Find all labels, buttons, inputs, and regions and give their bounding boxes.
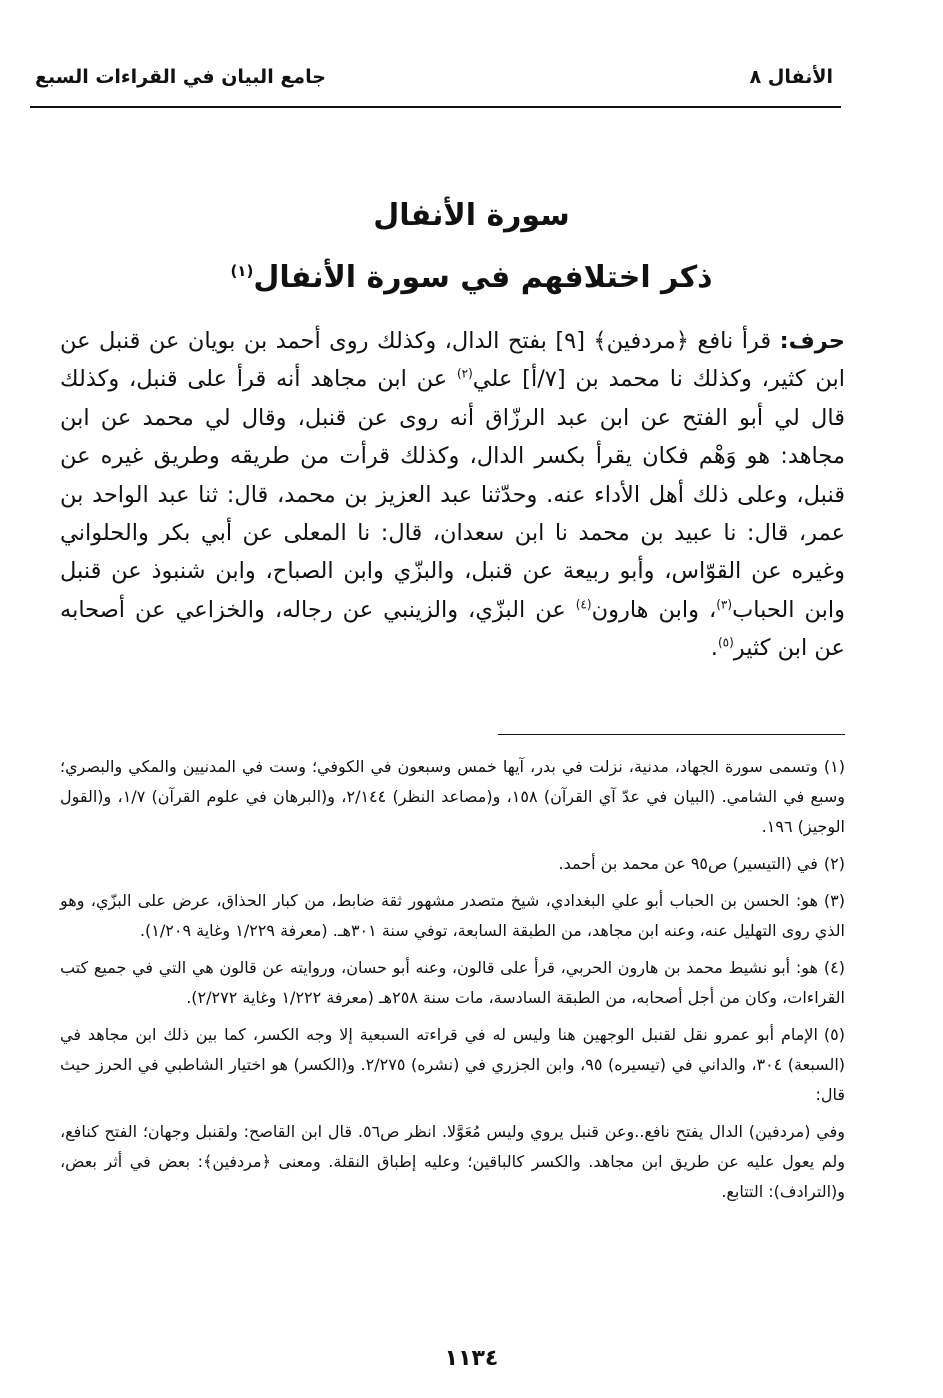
footnote-text: الإمام أبو عمرو نقل لقنبل الوجهين هنا وليس له في قراءته السبعية إلا وجه الكسر، كما بين ذلك ابن مجاهد في (السبعة) ٣٠٤، والداني في (تيسيره) ٩٥، وابن الجزري في (نشره) ٢/٢٧٥. و(الكسر) هو اختيار الشاطبي في الحرز حيث قال: (60, 1025, 846, 1104)
footnote-text: هو: أبو نشيط محمد بن هارون الحربي، قرأ على قالون، وعنه أبو حسان، وروايته عن قالون هي التي في جميع كتب القراءات، وكان من أجل أصحابه، من الطبقة السادسة، مات سنة ٢٥٨هـ (معرفة ١/٢٢٢ وغاية ٢/٢٧٢). (60, 958, 845, 1007)
footnote-text: وتسمى سورة الجهاد، مدنية، نزلت في بدر، آيها خمس وسبعون في الكوفي؛ وست في المدنيين والمكي والبصري؛ وسبع في الشامي. (البيان في عدّ آي القرآن) ١٥٨، و(مصاعد النظر) ٢/١٤٤، و(البرهان في علوم القرآن) ١/٧، و(القول الوجيز) ١٩٦. (60, 757, 846, 836)
footnote-item (60, 752, 845, 842)
paragraph-segment: قرأ نافع ﴿مردفين﴾ [٩] بفتح الدال، وكذلك روى أحمد بن بويان عن قنبل عن ابن كثير، وكذلك نا محمد بن [٧/أ] علي (60, 328, 845, 393)
footnote-ref-2: (٢) (456, 366, 473, 381)
footnote-item (60, 849, 845, 879)
section-title (0, 260, 943, 295)
chapter-header: الأنفال ٨ (749, 66, 833, 88)
footnotes (60, 752, 845, 1207)
footnote-text: هو: الحسن بن الحباب أبو علي البغدادي، شيخ متصدر مشهور ثقة ضابط، من كبار الحذاق، عرض على البزّي، وهو الذي روى التهليل عنه، وعنه ابن مجاهد، من الطبقة السابعة، توفي سنة ٣٠١هـ. (معرفة ١/٢٢٩ وغاية ١/٢٠٩). (60, 891, 845, 940)
footnote-number: (٣) (823, 891, 845, 910)
footnote-text: في (التيسير) ص٩٥ عن محمد بن أحمد. (558, 854, 818, 873)
footnote-number: (٢) (823, 854, 845, 873)
footnote-continuation: وفي (مردفين) الدال يفتح نافع..وعن قنبل يروي وليس مُعَوَّلا. انظر ص٥٦. قال ابن القاصح: ولقنبل وجهان؛ الفتح كنافع، ولم يعول عليه عن طريق ابن مجاهد. والكسر كالباقين؛ وعليه إطباق النقلة. ومعنى ﴿مردفين﴾: بعض في أثر بعض، و(الترادف): التتابع. (60, 1122, 845, 1201)
main-paragraph (60, 322, 845, 668)
footnote-ref-4: (٤) (575, 597, 592, 612)
footnote-item (60, 886, 845, 946)
footnote-ref-3: (٣) (716, 597, 733, 612)
section-title-text: ذكر اختلافهم في سورة الأنفال (253, 260, 713, 295)
footnote-ref-5: (٥) (717, 635, 734, 650)
paragraph-segment: عن ابن مجاهد أنه قرأ على قنبل، وكذلك قال لي أبو الفتح عن ابن عبد الرزّاق أنه روى عن قنبل، وقال لي محمد عن ابن مجاهد: هو وَهْم فكان يقرأ بكسر الدال، وكذلك قرأت من طريقه وطريق غيره عن قنبل، وعلى ذلك أهل الأداء عنه. وحدّثنا عبد العزيز بن محمد، قال: ثنا عبد الواحد بن عمر، قال: نا عبيد بن محمد نا ابن سعدان، قال: نا المعلى عن أبي بكر والحلواني وغيره عن القوّاس، وأبو ربيعة عن قنبل، والبزّي وابن الصباح، وابن شنبوذ عن قنبل وابن الحباب (60, 366, 845, 623)
footnote-item (60, 1020, 845, 1110)
paragraph-segment: عن البزّي، والزينبي عن رجاله، والخزاعي عن أصحابه عن ابن كثير (60, 596, 845, 662)
surah-title: سورة الأنفال (373, 198, 570, 233)
header-rule (30, 106, 841, 108)
footnote-item (60, 953, 845, 1013)
footnote-number: (٤) (823, 958, 845, 977)
paragraph-segment: . (710, 635, 718, 662)
footnote-number: (٥) (823, 1025, 845, 1044)
footnote-number: (١) (823, 757, 845, 776)
page-number: ١١٣٤ (444, 1346, 499, 1371)
paragraph-segment: ، وابن هارون (591, 596, 717, 623)
footnote-ref-1: (١) (230, 262, 254, 280)
harf-keyword: حرف: (779, 328, 845, 354)
book-title-header: جامع البيان في القراءات السبع (35, 66, 326, 88)
footnote-separator (498, 734, 845, 735)
